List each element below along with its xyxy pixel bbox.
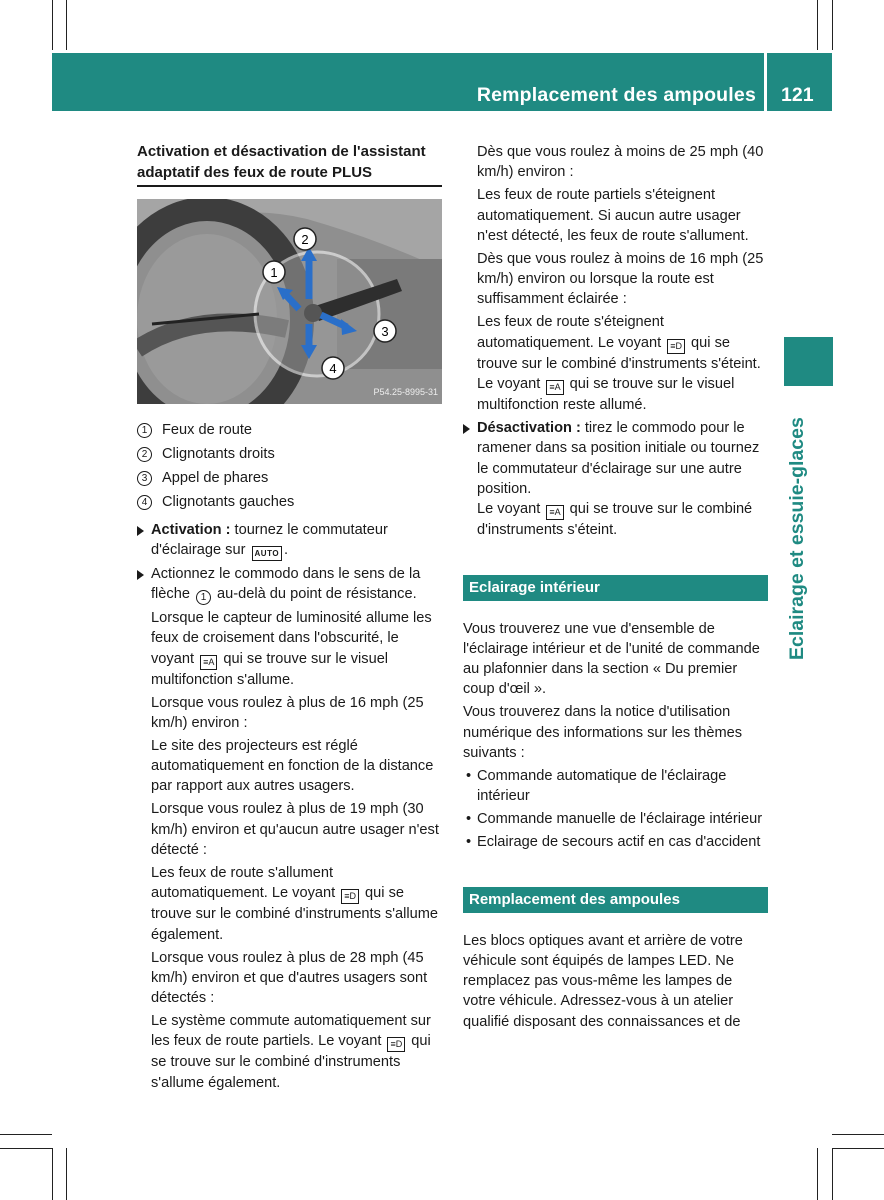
right-column: [463, 142, 768, 1035]
crop-mark: [66, 0, 67, 50]
paragraph-text: qui se trouve sur le combiné d'instruments s'éteint. Le voyant: [477, 334, 761, 393]
activation-end: .: [284, 542, 289, 559]
paragraph-text: qui se trouve sur le combiné d'instruments s'allume également.: [151, 1033, 431, 1091]
activation-text: tournez le commutateur d'éclairage sur: [151, 522, 388, 559]
crop-mark: [52, 0, 53, 50]
arrow-number: 1: [196, 590, 211, 605]
deactivation-label: Désactivation :: [477, 420, 581, 437]
figure-marker-3: 3: [381, 324, 389, 339]
legend-item: [137, 442, 442, 466]
activation-label: Activation :: [151, 522, 231, 538]
list-item: [463, 809, 768, 829]
indicator-lamp-icon: ≡A: [546, 380, 563, 395]
paragraph-text: qui se trouve sur le combiné d'instruments s'allume également.: [151, 885, 439, 943]
triangle-bullet-icon: [137, 526, 144, 536]
legend-item: [137, 490, 442, 514]
section-heading: Activation et désactivation de l'assistant adaptatif des feux de route PLUS: [137, 142, 442, 187]
crop-mark: [832, 1134, 884, 1135]
paragraph-text: Lorsque vous roulez à plus de 16 mph (25 km/h) environ :: [151, 694, 424, 731]
high-beam-icon: ≡D: [667, 339, 685, 354]
paragraph-text: Lorsque vous roulez à plus de 28 mph (45 km/h) environ et que d'autres usagers sont détectés :: [151, 949, 428, 1007]
page-title: Remplacement des ampoules: [476, 84, 756, 106]
paragraph-text: Le site des projecteurs est réglé automatiquement en fonction de la distance par rapport aux autres usagers.: [151, 737, 434, 795]
high-beam-icon: ≡D: [387, 1037, 405, 1052]
paragraph-text: Lorsque le capteur de luminosité allume les feux de croisement dans l'obscurité, le voyant: [151, 609, 432, 667]
figure-marker-4: 4: [329, 361, 337, 376]
crop-mark: [66, 1148, 67, 1200]
legend-number: 2: [137, 447, 152, 462]
legend-label: Clignotants gauches: [162, 493, 295, 510]
page-number-box: [767, 53, 832, 111]
list-item-text: Commande automatique de l'éclairage intérieur: [477, 767, 727, 805]
legend-item: [137, 418, 442, 442]
legend-number: 3: [137, 471, 152, 486]
triangle-bullet-icon: [137, 570, 144, 580]
crop-mark: [817, 0, 818, 50]
list-item: [463, 832, 768, 852]
lever-text-end: au-delà du point de résistance.: [213, 586, 417, 603]
bullet-dot: •: [466, 767, 472, 784]
high-beam-icon: ≡D: [341, 889, 359, 904]
figure-marker-1: 1: [270, 265, 278, 280]
paragraph-text: Vous trouverez une vue d'ensemble de l'éclairage intérieur et de l'unité de commande au plafonnier dans la section « Du premier coup d'œil ».: [463, 620, 760, 698]
crop-mark: [52, 1148, 53, 1200]
list-item: [463, 766, 768, 807]
legend-label: Feux de route: [162, 421, 253, 438]
auto-symbol: AUTO: [252, 546, 283, 561]
crop-mark: [832, 1148, 833, 1200]
paragraph-text: qui se trouve sur le visuel multifonction s'allume.: [151, 650, 389, 688]
paragraph-text: Le voyant: [477, 501, 545, 518]
lever-text: Actionnez le commodo dans le sens de la flèche: [151, 565, 421, 603]
paragraph-text: Les blocs optiques avant et arrière de votre véhicule sont équipés de lampes LED. Ne remplacez pas vous-même les lampes de votre véhicule. Adressez-vous à un atelier qualifié disposant des connaissances et de: [463, 932, 743, 1030]
page-number: 121: [781, 84, 814, 106]
crop-mark: [0, 1134, 52, 1135]
chapter-title: Eclairage et essuie-glaces: [786, 417, 808, 660]
continued-text: [463, 142, 768, 415]
left-column: [137, 142, 442, 1096]
legend-label: Appel de phares: [162, 469, 269, 486]
steering-lever-illustration: [137, 199, 442, 404]
list-item-text: Commande manuelle de l'éclairage intérieur: [477, 811, 763, 828]
bulb-replacement-body: [463, 931, 768, 1032]
paragraph-text: Dès que vous roulez à moins de 25 mph (40 km/h) environ :: [477, 144, 764, 181]
paragraph-text: Le système commute automatiquement sur les feux de route partiels. Le voyant: [151, 1013, 431, 1050]
paragraph-text: qui se trouve sur le combiné d'instruments s'éteint.: [477, 501, 753, 539]
instruction-lever: [137, 564, 442, 1093]
triangle-bullet-icon: [463, 424, 470, 434]
chapter-side-tab: [786, 417, 809, 660]
crop-mark: [832, 1148, 884, 1149]
paragraph-text: Dès que vous roulez à moins de 16 mph (25 km/h) environ ou lorsque la route est suffisamment éclairée :: [477, 250, 764, 308]
indicator-lamp-icon: ≡A: [546, 505, 563, 520]
page-header: [52, 53, 764, 111]
crop-mark: [832, 0, 833, 50]
instruction-activation: [137, 520, 442, 561]
figure-code: P54.25-8995-31: [373, 386, 438, 397]
crop-mark: [0, 1148, 52, 1149]
legend-label: Clignotants droits: [162, 445, 275, 462]
steering-lever-figure: [137, 199, 442, 404]
bullet-dot: •: [466, 834, 472, 851]
interior-lighting-body: [463, 619, 768, 853]
deactivation-text: tirez le commodo pour le ramener dans sa position initiale ou tournez le commutateur d'éclairage sur une autre position.: [477, 420, 760, 497]
side-color-block: [784, 337, 833, 386]
crop-mark: [817, 1148, 818, 1200]
paragraph-text: qui se trouve sur le visuel multifonction reste allumé.: [477, 376, 735, 414]
figure-marker-2: 2: [301, 232, 309, 247]
section-header-bulb-replacement: Remplacement des ampoules: [463, 887, 768, 913]
legend-number: 4: [137, 495, 152, 510]
legend-item: [137, 466, 442, 490]
section-header-interior-lighting: Eclairage intérieur: [463, 575, 768, 601]
instruction-deactivation: [463, 418, 768, 540]
paragraph-text: Vous trouverez dans la notice d'utilisation numérique des informations sur les thèmes suivants :: [463, 704, 743, 761]
paragraph-text: Les feux de route s'éteignent automatiquement. Le voyant: [477, 314, 666, 351]
list-item-text: Eclairage de secours actif en cas d'accident: [477, 834, 761, 851]
indicator-lamp-icon: ≡A: [200, 655, 217, 670]
paragraph-text: Lorsque vous roulez à plus de 19 mph (30 km/h) environ et qu'aucun autre usager n'est détecté :: [151, 801, 439, 858]
bullet-dot: •: [466, 811, 472, 828]
legend-number: 1: [137, 423, 152, 438]
paragraph-text: Les feux de route partiels s'éteignent automatiquement. Si aucun autre usager n'est détecté, les feux de route s'allument.: [477, 187, 749, 244]
paragraph-text: Les feux de route s'allument automatiquement. Le voyant: [151, 864, 340, 902]
